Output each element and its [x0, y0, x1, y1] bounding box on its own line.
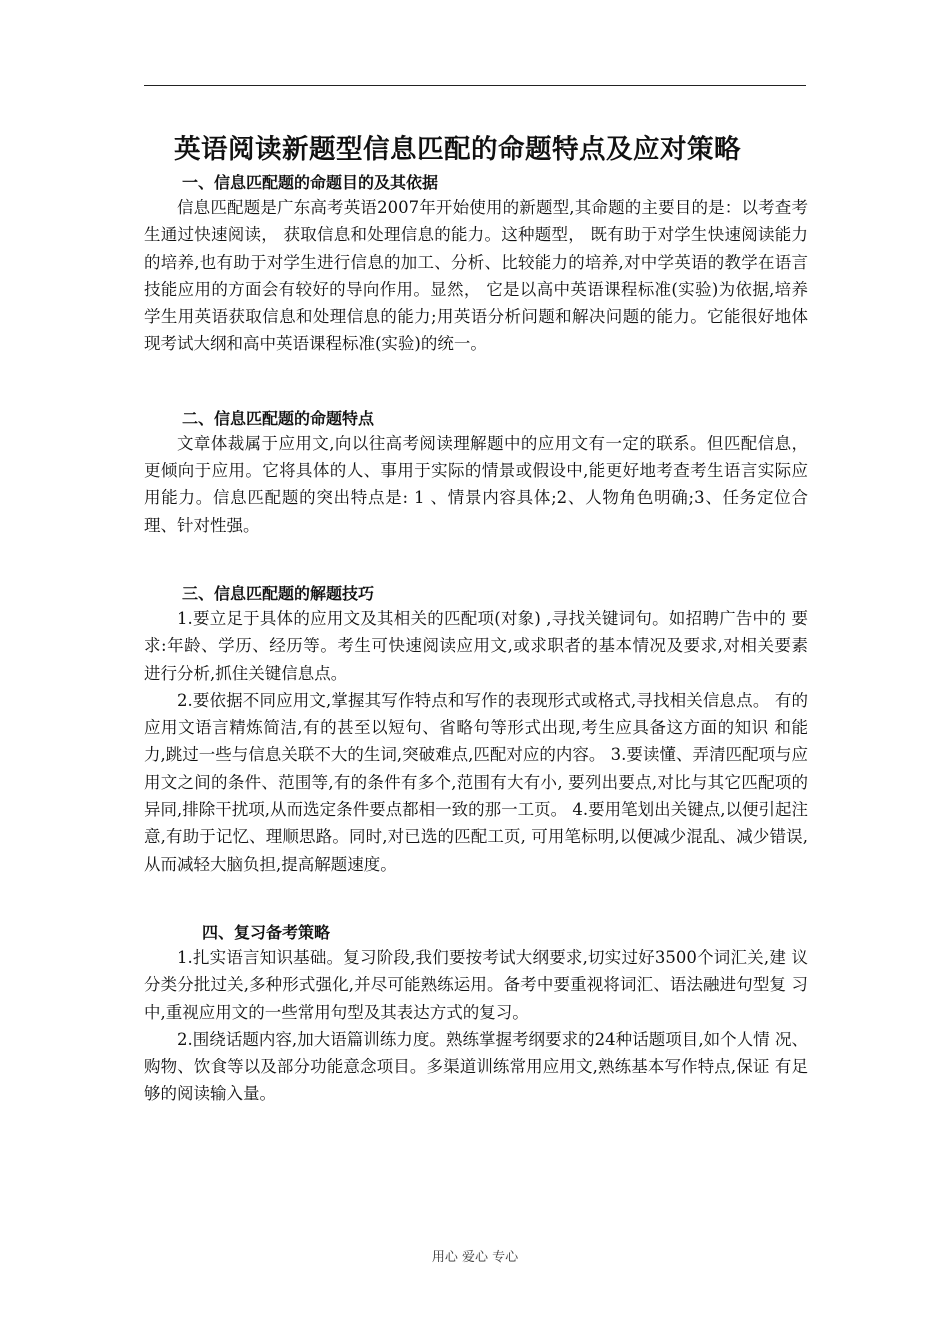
section-3-paragraph-2: 2.要依据不同应用文,掌握其写作特点和写作的表现形式或格式,寻找相关信息点。 有的应用文语言精炼简洁,有的甚至以短句、省略句等形式出现,考生应具备这方面的知识 和能力,跳过一些与信息关联不大的生词,突破难点,匹配对应的内容。 3.要读懂、弄清匹配项与应用文之间的条件、范围等,有的条件有多个,范围有大有小, 要列出要点,对比与其它匹配项的异同,排除干扰项,从而选定条件要点都相一致的那一工页。 4.要用笔划出关键点,以便引起注意,有助于记忆、理顺思路。同时,对已选的匹配工页, 可用笔标明,以便减少混乱、减少错误,从而减轻大脑负担,提高解题速度。	[144, 690, 808, 874]
section-4-paragraph-1: 1.扎实语言知识基础。复习阶段,我们要按考试大纲要求,切实过好3500个词汇关,建 议分类分批过关,多种形式强化,并尽可能熟练运用。备考中要重视将词汇、语法融进句型复 习中,重视应用文的一些常用句型及其表达方式的复习。	[144, 947, 808, 1022]
section-1-paragraph: 信息匹配题是广东高考英语2007年开始使用的新题型,其命题的主要目的是：以考查考生通过快速阅读， 获取信息和处理信息的能力。这种题型， 既有助于对学生快速阅读能力的培养,也有助于对学生进行信息的加工、分析、比较能力的培养,对中学英语的教学在语言技能应用的方面会有较好的导向作用。显然， 它是以高中英语课程标准(实验)为依据,培养学生用英语获取信息和处理信息的能力;用英语分析问题和解决问题的能力。它能很好地体现考试大纲和高中英语课程标准(实验)的统一。	[144, 198, 808, 354]
header-rule	[144, 85, 806, 86]
page-footer: 用心 爱心 专心	[431, 1250, 519, 1265]
document-title: 英语阅读新题型信息匹配的命题特点及应对策略	[174, 134, 741, 165]
section-4-paragraph-2: 2.围绕话题内容,加大语篇训练力度。熟练掌握考纲要求的24种话题项目,如个人情 况、购物、饮食等以及部分功能意念项目。多渠道训练常用应用文,熟练基本写作特点,保证 有足够的阅读输入量。	[144, 1029, 808, 1104]
section-3-heading: 三、信息匹配题的解题技巧	[182, 583, 375, 603]
section-2-heading: 二、信息匹配题的命题特点	[182, 408, 375, 428]
section-2-paragraph: 文章体裁属于应用文,向以往高考阅读理解题中的应用文有一定的联系。但匹配信息， 更倾向于应用。它将具体的人、事用于实际的情景或假设中,能更好地考查考生语言实际应用能力。信息匹配题的突出特点是: 1 、情景内容具体;2、人物角色明确;3、任务定位合理、针对性强。	[144, 433, 808, 535]
section-4-heading: 四、复习备考策略	[202, 922, 331, 942]
document-body	[144, 128, 808, 1108]
section-3-paragraph-1: 1.要立足于具体的应用文及其相关的匹配项(对象) ,寻找关键词句。如招聘广告中的 要求:年龄、学历、经历等。考生可快速阅读应用文,或求职者的基本情况及要求,对相关要素 进行分析,抓住关键信息点。	[144, 608, 808, 683]
section-1-heading: 一、信息匹配题的命题目的及其依据	[182, 173, 439, 192]
